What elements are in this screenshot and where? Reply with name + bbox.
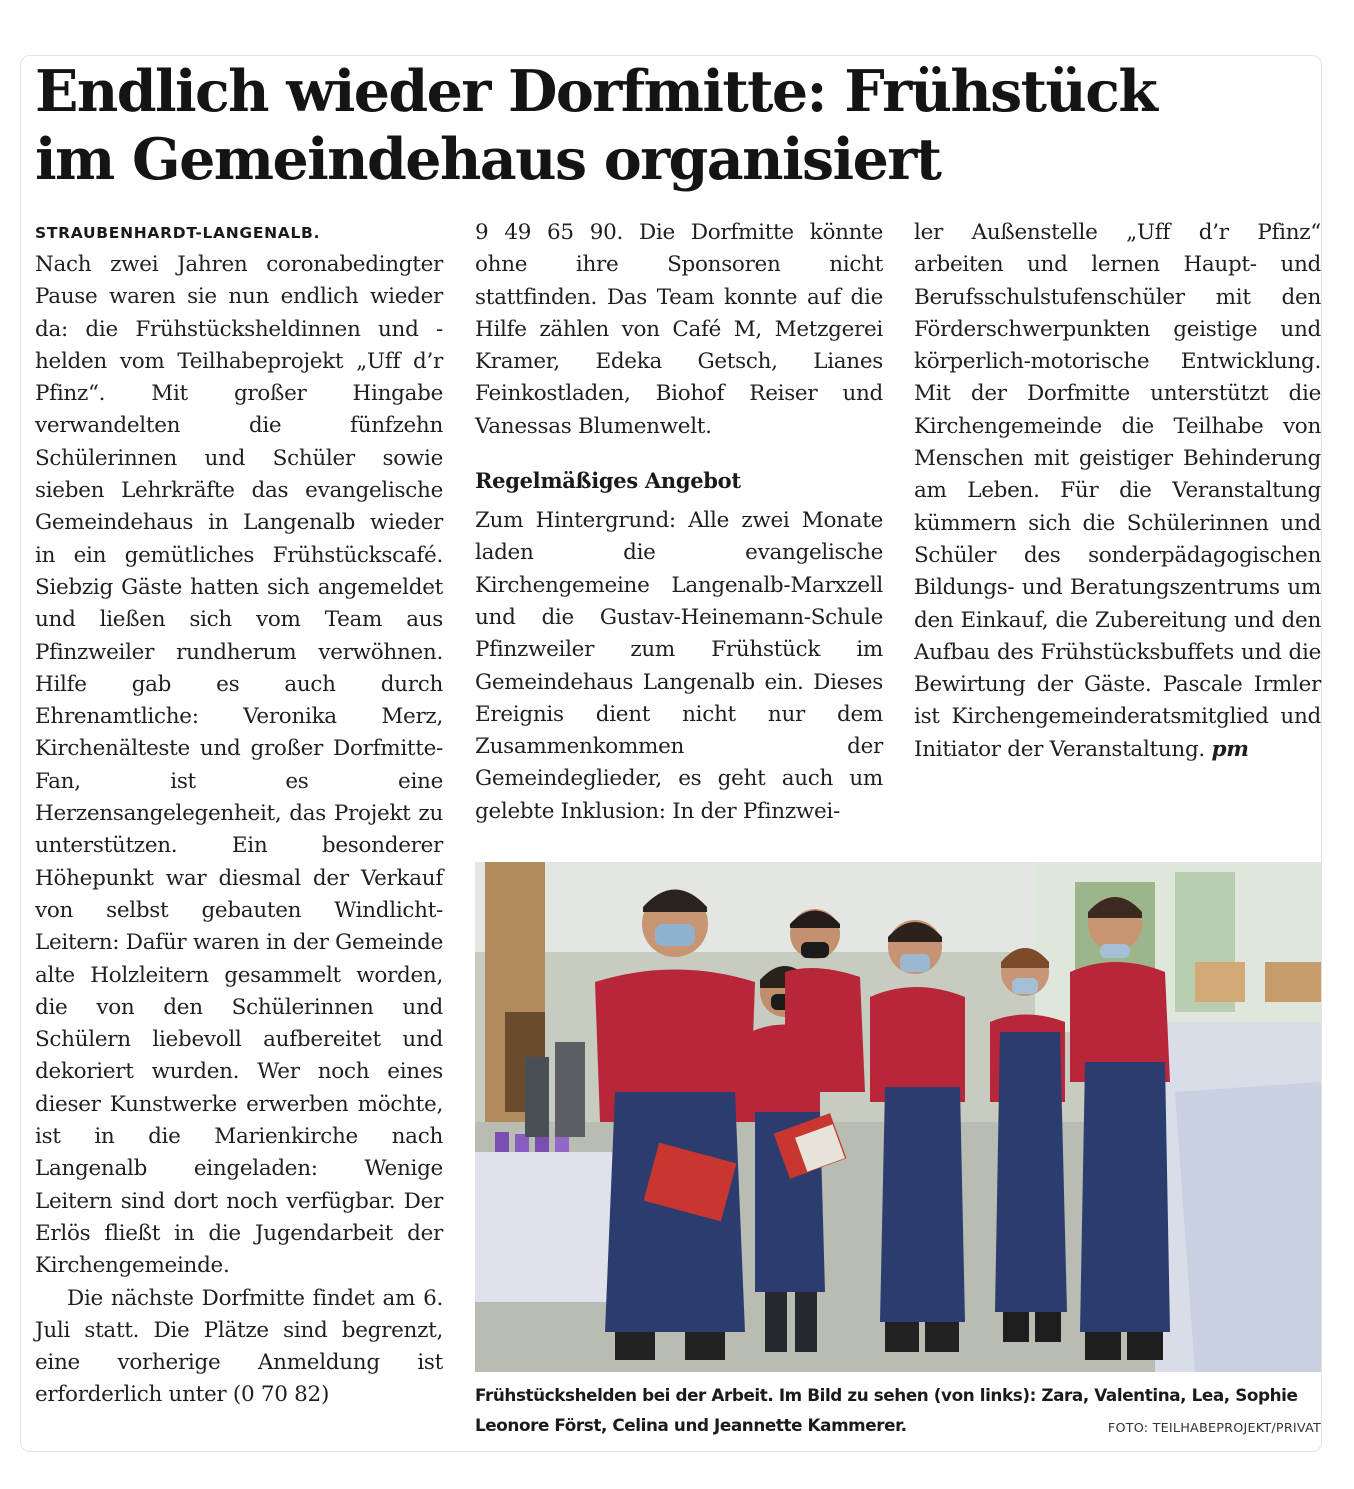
headline-line-2: im Gemeindehaus organisiert [35, 126, 941, 193]
subheading: Regelmäßiges Angebot [475, 468, 741, 494]
photo-caption: Frühstückshelden bei der Arbeit. Im Bild zu sehen (von links): Zara, Valentina, Lea, Sophie Leonore Först, Celina und Jeannette Kammerer. [475, 1385, 1298, 1435]
article-headline [35, 58, 1315, 194]
photo-credit: FOTO: TEILHABEPROJEKT/PRIVAT [1107, 1421, 1321, 1436]
text-column-1 [35, 217, 443, 1412]
author-initials: pm [1211, 736, 1249, 762]
article-photo [475, 862, 1321, 1372]
headline-line-1: Endlich wieder Dorfmitte: Frühstück [35, 58, 1157, 125]
body-paragraph: Die nächste Dorfmitte findet am 6. Juli statt. Die Plätze sind begrenzt, eine vorherige Anmeldung ist erforderlich unter (0 70 82) [35, 1285, 443, 1408]
body-text: ler Außenstelle „Uff d’r Pfinz“ arbeiten und lernen Haupt- und Berufsschulstufenschüler mit den Förderschwerpunkten geistige und körperlich-motorische Entwicklung. Mit der Dorfmitte unterstützt die Kirchengemeinde die Teilhabe von Menschen mit geistiger Behinderung am Leben. Für die Veranstaltung kümmern sich die Schülerinnen und Schüler des sonderpädagogischen Bildungs- und Beratungszentrums um den Einkauf, die Zubereitung und den Aufbau des Frühstücksbuffets und die Bewirtung der Gäste. Pascale Irmler ist Kirchengemeinderatsmitglied und Initiator der Veranstaltung. [914, 220, 1321, 762]
body-paragraph: Zum Hintergrund: Alle zwei Monate laden die evangelische Kirchengemeine Langenalb-Marxzell und die Gustav-Heinemann-Schule Pfinzweiler zum Frühstück im Gemeindehaus Langenalb ein. Dieses Ereignis dient nicht nur dem Zusammenkommen der Gemeindeglieder, es geht auch um gelebte Inklusion: In der Pfinzwei- [475, 508, 883, 824]
text-column-2 [475, 217, 883, 828]
body-paragraph: Nach zwei Jahren coronabedingter Pause waren sie nun endlich wieder da: die Frühstücksheldinnen und -helden vom Teilhabeprojekt „Uff d’r Pfinz“. Mit großer Hingabe verwandelten die fünfzehn Schülerinnen und Schüler sowie sieben Lehrkräfte das evangelische Gemeindehaus in Langenalb wieder in ein gemütliches Frühstückscafé. Siebzig Gäste hatten sich angemeldet und ließen sich vom Team aus Pfinzweiler rundherum verwöhnen. Hilfe gab es auch durch Ehrenamtliche: Veronika Merz, Kirchenälteste und großer Dorfmitte-Fan, ist es eine Herzensangelegenheit, das Projekt zu unterstützen. Ein besonderer Höhepunkt war diesmal der Verkauf von selbst gebauten Windlicht-Leitern: Dafür waren in der Gemeinde alte Holzleitern gesammelt worden, die von den Schülerinnen und Schülern liebevoll aufbereitet und dekoriert wurden. Wer noch eines dieser Kunstwerke erwerben möchte, ist in die Marienkirche nach Langenalb eingeladen: Wenige Leitern sind dort noch verfügbar. Der Erlös fließt in die Jugendarbeit der Kirchengemeinde. [35, 252, 443, 1279]
body-paragraph [914, 217, 1321, 766]
body-paragraph: 9 49 65 90. Die Dorfmitte könnte ohne ihre Sponsoren nicht stattfinden. Das Team konnte auf die Hilfe zählen von Café M, Metzgerei Kramer, Edeka Getsch, Lianes Feinkostladen, Biohof Reiser und Vanessas Blumenwelt. [475, 220, 883, 439]
text-column-3 [914, 217, 1321, 766]
group-photo-illustration [475, 862, 1321, 1372]
dateline: STRAUBENHARDT-LANGENALB. [35, 224, 321, 242]
